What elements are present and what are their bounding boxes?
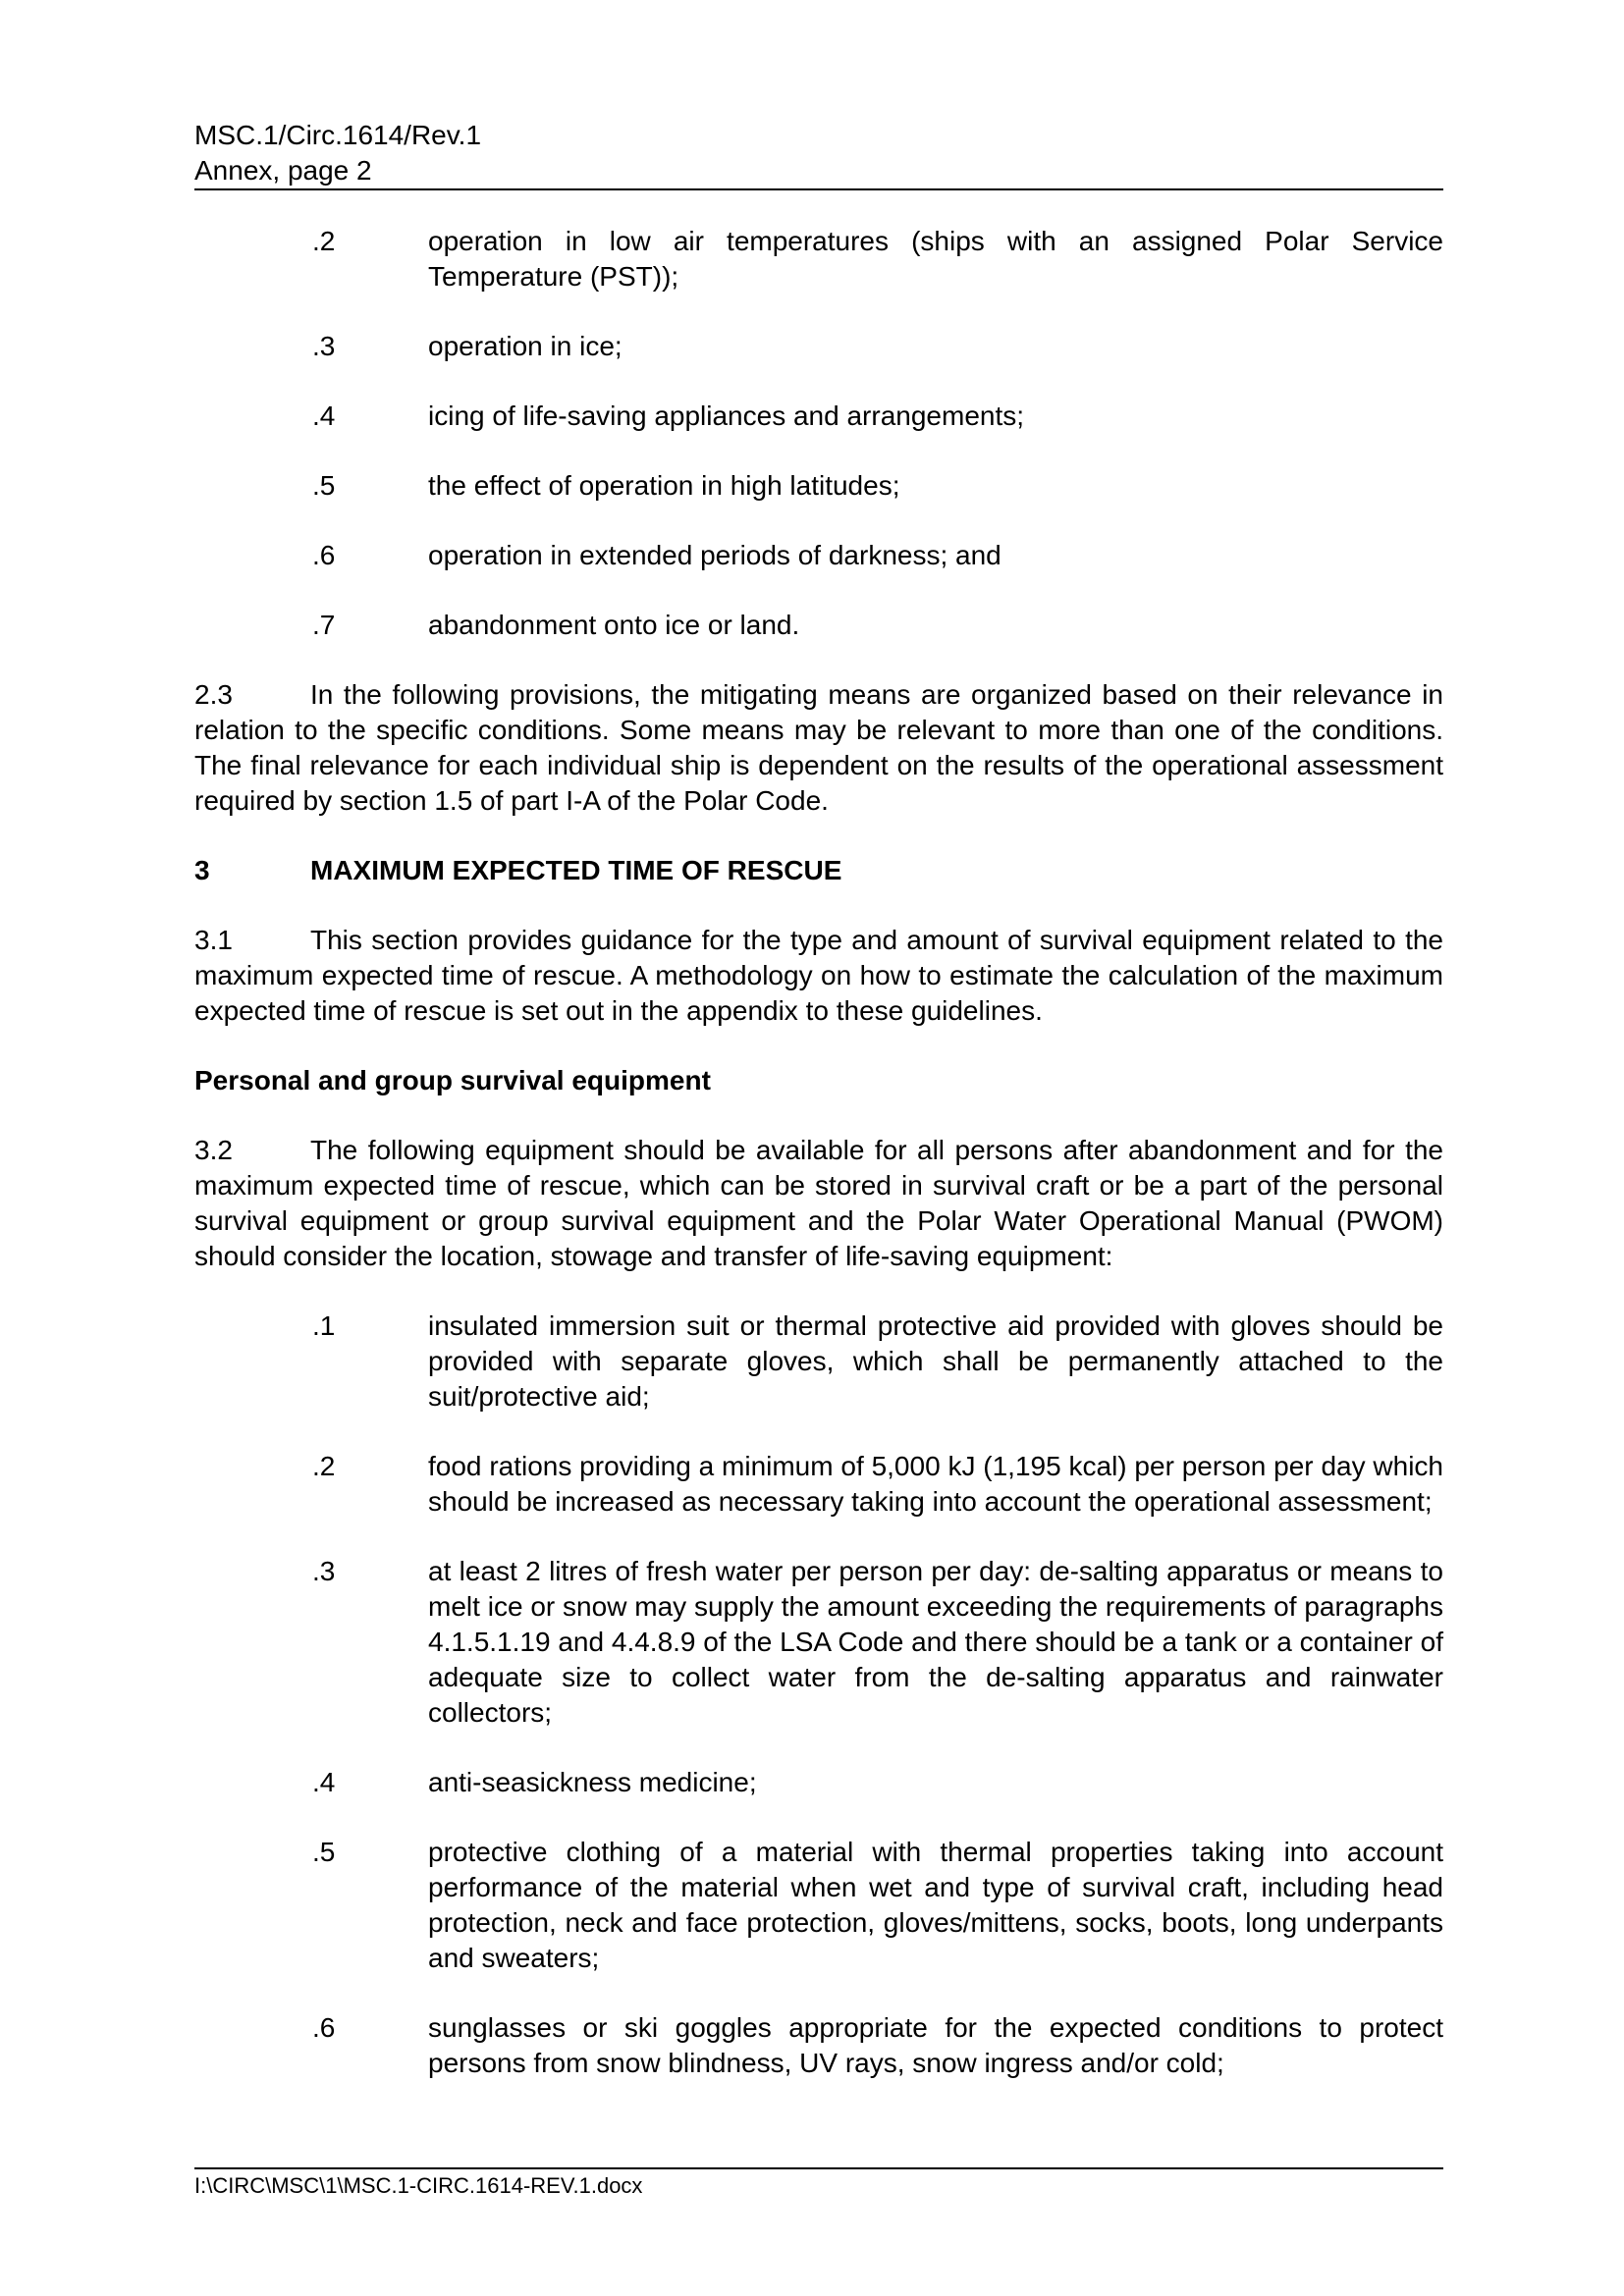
document-reference: MSC.1/Circ.1614/Rev.1 [194,120,482,150]
list-item-text: the effect of operation in high latitudes; [428,470,900,501]
list-item-number: .4 [312,1767,336,1797]
list-item-number: .6 [312,540,336,570]
list-item-text: insulated immersion suit or thermal protective aid provided with gloves should be provided with separate gloves, which shall be permanently attached to the suit/protective aid; [428,1310,1443,1412]
list-item-text: protective clothing of a material with thermal properties taking into account performance of the material when wet and type of survival craft, including head protection, neck and face protection, gloves/mittens, socks, boots, long underpants and sweaters; [428,1837,1443,1973]
list-item-text: operation in extended periods of darkness; and [428,540,1001,570]
footer-divider [194,2167,1443,2169]
list-item [194,1554,1443,1731]
list-item [194,538,1443,573]
paragraph-3-1 [194,923,1443,1029]
list-item-number: .6 [312,2012,336,2043]
paragraph-2-3 [194,677,1443,819]
paragraph-text: The following equipment should be available for all persons after abandonment and for the maximum expected time of rescue, which can be stored in survival craft or be a part of the personal survival equipment or group survival equipment and the Polar Water Operational Manual (PWOM) should consider the location, stowage and transfer of life-saving equipment: [194,1135,1443,1271]
list-item [194,1765,1443,1800]
document-page [194,0,1443,2296]
conditions-list [194,224,1443,643]
section-title: MAXIMUM EXPECTED TIME OF RESCUE [310,855,842,885]
list-item-number: .4 [312,400,336,431]
file-path-footer: I:\CIRC\MSC\1\MSC.1-CIRC.1614-REV.1.docx [194,2173,643,2198]
equipment-list [194,1308,1443,2081]
list-item-text: operation in low air temperatures (ships with an assigned Polar Service Temperature (PST)); [428,226,1443,292]
page-header [194,118,1443,188]
list-item-number: .2 [312,226,336,256]
list-item-number: .3 [312,1556,336,1586]
list-item-number: .7 [312,610,336,640]
list-item-number: .2 [312,1451,336,1481]
list-item-number: .5 [312,1837,336,1867]
list-item [194,224,1443,294]
list-item-text: anti-seasickness medicine; [428,1767,757,1797]
paragraph-number: 3.1 [194,925,233,955]
list-item [194,329,1443,364]
list-item [194,1308,1443,1415]
list-item-text: food rations providing a minimum of 5,000 kJ (1,195 kcal) per person per day which should be increased as necessary taking into account the operational assessment; [428,1451,1443,1517]
list-item-number: .5 [312,470,336,501]
subheading: Personal and group survival equipment [194,1065,711,1095]
list-item-text: icing of life-saving appliances and arrangements; [428,400,1025,431]
header-divider [194,188,1443,190]
section-number: 3 [194,855,210,885]
list-item-text: at least 2 litres of fresh water per person per day: de-salting apparatus or means to melt ice or snow may supply the amount exceeding the requirements of paragraphs 4.1.5.1.19 and 4.4.8.9 of the LSA Code and there should be a tank or a container of adequate size to collect water from the de-salting apparatus and rainwater collectors; [428,1556,1443,1728]
paragraph-number: 3.2 [194,1135,233,1165]
paragraph-3-2 [194,1133,1443,1274]
annex-page-label: Annex, page 2 [194,155,372,186]
document-body [194,224,1443,2115]
list-item-text: sunglasses or ski goggles appropriate for the expected conditions to protect persons from snow blindness, UV rays, snow ingress and/or cold; [428,2012,1443,2078]
paragraph-text: In the following provisions, the mitigating means are organized based on their relevance in relation to the specific conditions. Some means may be relevant to more than one of the conditions. The final relevance for each individual ship is dependent on the results of the operational assessment required by section 1.5 of part I-A of the Polar Code. [194,679,1443,816]
paragraph-text: This section provides guidance for the type and amount of survival equipment related to the maximum expected time of rescue. A methodology on how to estimate the calculation of the maximum expected time of rescue is set out in the appendix to these guidelines. [194,925,1443,1026]
list-item [194,608,1443,643]
list-item-text: operation in ice; [428,331,623,361]
list-item-number: .1 [312,1310,336,1341]
list-item [194,1449,1443,1520]
list-item [194,2010,1443,2081]
list-item-text: abandonment onto ice or land. [428,610,800,640]
list-item [194,468,1443,504]
section-heading [194,853,1443,888]
paragraph-number: 2.3 [194,679,233,710]
list-item [194,1835,1443,1976]
list-item-number: .3 [312,331,336,361]
list-item [194,399,1443,434]
